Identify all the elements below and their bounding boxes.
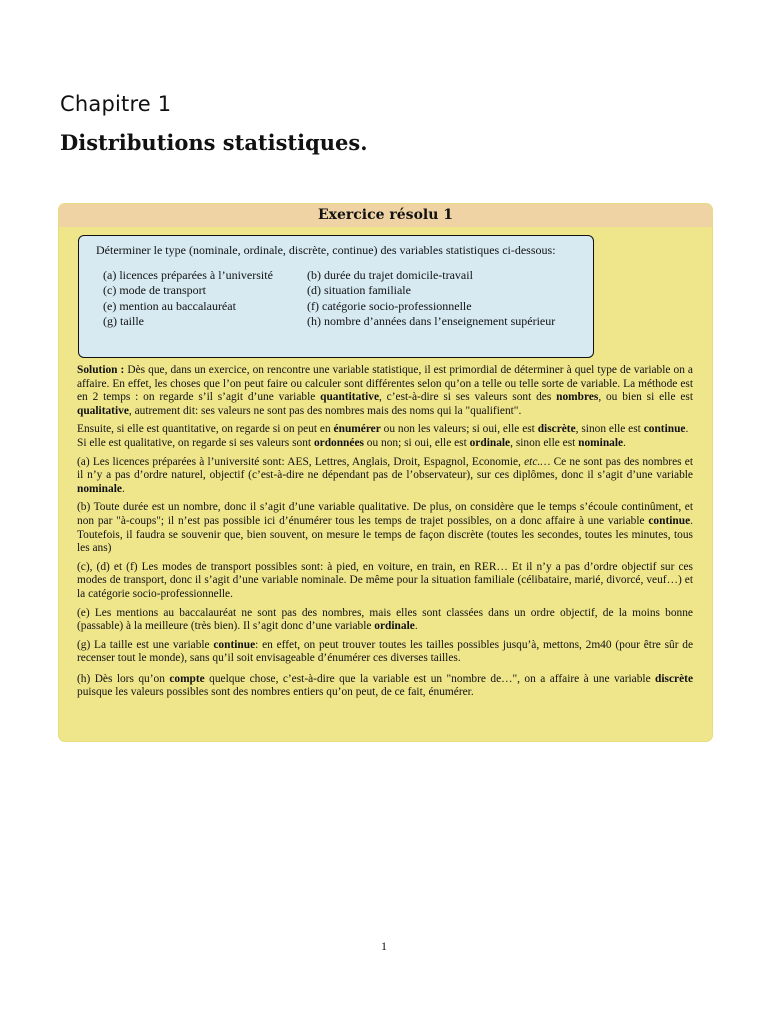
page-number: 1 (381, 939, 387, 953)
question-intro: Déterminer le type (nominale, ordinale, discrète, continue) des variables statistiques ci-dessous: (96, 243, 556, 257)
chapter-label: Chapitre 1 (60, 92, 172, 116)
exercise-box (59, 204, 712, 741)
answer-g: (g) La taille est une variable continue: en effet, on peut trouver toutes les tailles possibles jusqu’à, mettons, 2m40 (pour être sûr de recenser tout le monde), sans qu’il soit envisageable d’énumérer ces diverses tailles. (77, 638, 694, 665)
exercise-title: Exercice résolu 1 (59, 204, 712, 227)
answer-h: (h) Dès lors qu’on compte quelque chose, c’est-à-dire que la variable est un "nombre de…", on a affaire à une variable discrète puisque les valeurs possibles sont des nombres entiers qu’on peut, de ce fait, énumérer. (77, 672, 693, 699)
question-item: (a) licences préparées à l’université (103, 267, 273, 282)
answer-e: (e) Les mentions au baccalauréat ne sont pas des nombres, mais elles sont classées dans un ordre objectif, de la moins bonne (passable) à la meilleure (très bien). Il s’agit donc d’une variable ordinale. (77, 606, 693, 633)
question-box (78, 235, 594, 358)
question-item: (e) mention au baccalauréat (103, 298, 236, 313)
question-item: (d) situation familiale (307, 283, 411, 297)
question-items (103, 268, 587, 330)
answer-b: (b) Toute durée est un nombre, donc il s’agit d’une variable qualitative. De plus, on considère que le temps s’écoule continûment, et non par "à-coups"; il n’est pas possible ici d’énumérer tous les temps de trajet possibles, on a donc affaire à une variable continue. Toutefois, il faudra se souvenir que, bien souvent, on mesure le temps de façon discrète (toutes les secondes, toutes les minutes, tous les ans) (77, 501, 693, 555)
chapter-title: Distributions statistiques. (60, 130, 368, 155)
solution-intro: Solution : Dès que, dans un exercice, on rencontre une variable statistique, il est primordial de déterminer à quel type de variable on a affaire. En effet, les choses que l’on peut faire ou calculer sont différentes selon qu’on a telle ou telle sorte de variable. La méthode est en 2 temps : on regarde s’il s’agit d’une variable quantitative, c’est-à-dire si ses valeurs sont des nombres, ou bien si elle est qualitative, autrement dit: ses valeurs ne sont pas des nombres mais des noms qui la "qualifient". (77, 364, 694, 417)
solution-label: Solution : (77, 364, 125, 376)
solution-types-paragraph (77, 423, 693, 450)
question-item: (g) taille (103, 314, 144, 328)
answer-a: (a) Les licences préparées à l’université sont: AES, Lettres, Anglais, Droit, Espagnol, Economie, etc.… Ce ne sont pas des nombres et il n’y a pas d’ordre naturel, objectif (c’est-à-dire ne dépendant pas de l’observateur), sur ces diplômes, donc il s’agit d’une variable nominale. (77, 455, 693, 495)
answer-cdf: (c), (d) et (f) Les modes de transport possibles sont: à pied, en voiture, en train, en RER… Et il n’y a pas d’ordre objectif sur ces modes de transport, donc il s’agit d’une variable nominale. De même pour la situation familiale (célibataire, marié, divorcé, veuf…) et la catégorie socio-professionnelle. (77, 560, 693, 600)
question-item: (b) durée du trajet domicile-travail (307, 267, 473, 282)
qualitative-rule: Si elle est qualitative, on regarde si ses valeurs sont ordonnées ou non; si oui, elle est ordinale, sinon elle est nominale. (77, 436, 626, 449)
solution (77, 364, 693, 705)
question-item: (c) mode de transport (103, 283, 206, 297)
quantitative-rule: Ensuite, si elle est quantitative, on regarde si on peut en énumérer ou non les valeurs; si oui, elle est discrète, sinon elle est continue. (77, 423, 689, 436)
question-item: (f) catégorie socio-professionnelle (307, 298, 472, 313)
question-item: (h) nombre d’années dans l’enseignement supérieur (307, 314, 556, 328)
